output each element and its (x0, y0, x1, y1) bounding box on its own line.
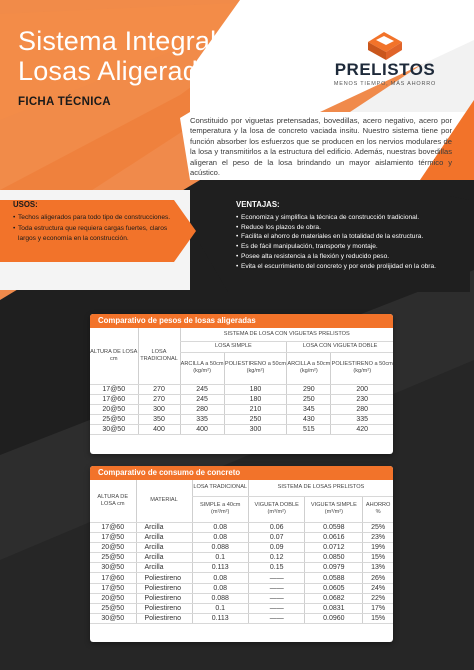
cell: 280 (331, 404, 393, 414)
cell: 0.0605 (305, 583, 363, 593)
cell: 210 (224, 404, 287, 414)
table-row (90, 563, 393, 573)
cell: 180 (224, 394, 287, 404)
table-row (90, 553, 393, 563)
table-row (90, 614, 393, 624)
cell: 26% (363, 573, 393, 583)
cell: 335 (331, 415, 393, 425)
cell: 17@50 (90, 583, 136, 593)
cell: 0.113 (192, 563, 248, 573)
cell: 270 (138, 384, 180, 394)
cell: 0.0850 (305, 553, 363, 563)
col-tradicional: LOSA TRADICIONAL (138, 328, 180, 384)
table-row (90, 404, 393, 414)
cell: 0.113 (192, 614, 248, 624)
pesos-table-card (90, 314, 393, 454)
cell: 17@50 (90, 532, 136, 542)
page-subtitle: FICHA TÉCNICA (18, 96, 111, 108)
cell: 0.0598 (305, 522, 363, 532)
cell: 280 (180, 404, 224, 414)
col-arcilla: ARCILLA a 50cm (kg/m²) (180, 352, 224, 384)
intro-paragraph: Constituido por viguetas pretensadas, bovedillas, acero negativo, acero por temperatura y la losa de concreto vaciada insitu. Nuestro sistema tiene por función absorber los esfuerzos que se producen en los nervios modulares de la losa y transmitirlos a la estructura del edificio. Además, nuestras bovedillas aligeran el peso de la losa brindando un mayor aislamiento térmico y acústico. (190, 116, 452, 178)
cell: 290 (287, 384, 331, 394)
col-poliestireno: POLIESTIRENO a 50cm (kg/m²) (224, 352, 287, 384)
col-poliestireno-doble: POLIESTIRENO a 50cm (kg/m²) (331, 352, 393, 384)
cell: Arcilla (136, 553, 192, 563)
table-row (90, 384, 393, 394)
cell: Poliestireno (136, 604, 192, 614)
cell: 17% (363, 604, 393, 614)
cell: 335 (180, 415, 224, 425)
cell: Arcilla (136, 563, 192, 573)
col-simple: VIGUETA SIMPLE (m³/m²) (305, 496, 363, 522)
col-altura: ALTURA DE LOSA cm (90, 328, 138, 384)
concreto-table (90, 480, 393, 624)
table-row (90, 583, 393, 593)
cell: 0.09 (248, 542, 305, 552)
col-sistema: SISTEMA DE LOSAS PRELISTOS (248, 480, 393, 496)
col-simple40: SIMPLE a 40cm (m³/m²) (192, 496, 248, 522)
title-line-2: Losas Aligeradas (18, 56, 227, 86)
cell: 25@50 (90, 604, 136, 614)
col-arcilla-doble: ARCILLA a 50cm (kg/m²) (287, 352, 331, 384)
table-row (90, 542, 393, 552)
ventajas-item: • Posee alta resistencia a la flexión y reducido peso. (236, 252, 462, 262)
cell: 0.0588 (305, 573, 363, 583)
cell: 0.15 (248, 563, 305, 573)
cell: Poliestireno (136, 583, 192, 593)
cell: 420 (331, 425, 393, 435)
cell: 22% (363, 593, 393, 603)
pesos-table-title: Comparativo de pesos de losas aligeradas (90, 314, 393, 328)
ventajas-item: • Es de fácil manipulación, transporte y montaje. (236, 242, 462, 252)
cell: 0.0616 (305, 532, 363, 542)
cell: Poliestireno (136, 593, 192, 603)
col-altura: ALTURA DE LOSA cm (90, 480, 136, 522)
cell: 13% (363, 563, 393, 573)
cell: Arcilla (136, 522, 192, 532)
col-doble: VIGUETA DOBLE (m³/m²) (248, 496, 305, 522)
cell: —— (248, 614, 305, 624)
cell: 230 (331, 394, 393, 404)
brand-logo (318, 28, 452, 98)
col-material: MATERIAL (136, 480, 192, 522)
brand-name: PRELISTOS (334, 60, 436, 79)
title-line-1: Sistema Integral de (18, 26, 255, 56)
table-row (90, 573, 393, 583)
table-row (90, 394, 393, 404)
cell: 430 (287, 415, 331, 425)
cell: 0.0712 (305, 542, 363, 552)
table-row (90, 604, 393, 614)
col-doble: LOSA CON VIGUETA DOBLE (287, 341, 393, 352)
cell: 250 (224, 415, 287, 425)
ventajas-section (236, 200, 462, 272)
cell: 250 (287, 394, 331, 404)
brand-tagline: MENOS TIEMPO, MÁS AHORRO (333, 81, 437, 87)
cell: 0.088 (192, 593, 248, 603)
pesos-table (90, 328, 393, 435)
table-row (90, 532, 393, 542)
cell: 25@50 (90, 415, 138, 425)
table-row (90, 593, 393, 603)
usos-item: • Toda estructura que requiera cargas fuertes, claros largos y economía en la construcción. (13, 224, 173, 245)
col-ahorro: AHORRO % (363, 496, 393, 522)
cell: 300 (138, 404, 180, 414)
cell: 0.08 (192, 583, 248, 593)
cell: 0.088 (192, 542, 248, 552)
usos-section (13, 200, 173, 245)
cell: 0.12 (248, 553, 305, 563)
brand-logo-icon (318, 28, 452, 62)
concreto-table-title: Comparativo de consumo de concreto (90, 466, 393, 480)
usos-heading: USOS: (13, 200, 38, 209)
cell: 15% (363, 614, 393, 624)
cell: 30@50 (90, 425, 138, 435)
cell: 20@50 (90, 404, 138, 414)
cell: 0.0682 (305, 593, 363, 603)
cell: —— (248, 593, 305, 603)
cell: 300 (224, 425, 287, 435)
cell: Poliestireno (136, 573, 192, 583)
cell: 0.07 (248, 532, 305, 542)
cell: 400 (138, 425, 180, 435)
ventajas-item: • Reduce los plazos de obra. (236, 223, 462, 233)
cell: 270 (138, 394, 180, 404)
cell: 20@50 (90, 542, 136, 552)
cell: 17@60 (90, 394, 138, 404)
cell: 25% (363, 522, 393, 532)
cell: —— (248, 573, 305, 583)
cell: 400 (180, 425, 224, 435)
cell: 30@50 (90, 614, 136, 624)
cell: 25@50 (90, 553, 136, 563)
cell: 15% (363, 553, 393, 563)
cell: —— (248, 604, 305, 614)
cell: Arcilla (136, 532, 192, 542)
cell: —— (248, 583, 305, 593)
cell: 245 (180, 394, 224, 404)
cell: 17@60 (90, 522, 136, 532)
usos-item: • Techos aligerados para todo tipo de construcciones. (13, 213, 173, 223)
ventajas-item: • Evita el escurrimiento del concreto y por ende prolijidad en la obra. (236, 262, 462, 272)
ventajas-heading: VENTAJAS: (236, 200, 280, 209)
cell: 0.0831 (305, 604, 363, 614)
cell: 350 (138, 415, 180, 425)
cell: 30@50 (90, 563, 136, 573)
cell: 200 (331, 384, 393, 394)
table-row (90, 415, 393, 425)
cell: 0.08 (192, 532, 248, 542)
cell: 24% (363, 583, 393, 593)
cell: Arcilla (136, 542, 192, 552)
table-row (90, 425, 393, 435)
ventajas-item: • Economiza y simplifica la técnica de construcción tradicional. (236, 213, 462, 223)
col-sistema: SISTEMA DE LOSA CON VIGUETAS PRELISTOS (180, 328, 393, 341)
cell: 0.08 (192, 573, 248, 583)
cell: 0.0979 (305, 563, 363, 573)
col-simple: LOSA SIMPLE (180, 341, 287, 352)
cell: 0.0960 (305, 614, 363, 624)
cell: 17@60 (90, 573, 136, 583)
cell: 19% (363, 542, 393, 552)
cell: 0.1 (192, 604, 248, 614)
cell: Poliestireno (136, 614, 192, 624)
cell: 0.08 (192, 522, 248, 532)
cell: 345 (287, 404, 331, 414)
cell: 515 (287, 425, 331, 435)
cell: 17@50 (90, 384, 138, 394)
cell: 0.06 (248, 522, 305, 532)
concreto-table-card (90, 466, 393, 642)
page-title (18, 26, 254, 86)
cell: 20@50 (90, 593, 136, 603)
ventajas-item: • Facilita el ahorro de materiales en la totalidad de la estructura. (236, 232, 462, 242)
cell: 23% (363, 532, 393, 542)
table-row (90, 522, 393, 532)
cell: 245 (180, 384, 224, 394)
col-tradicional: LOSA TRADICIONAL (192, 480, 248, 496)
cell: 0.1 (192, 553, 248, 563)
cell: 180 (224, 384, 287, 394)
